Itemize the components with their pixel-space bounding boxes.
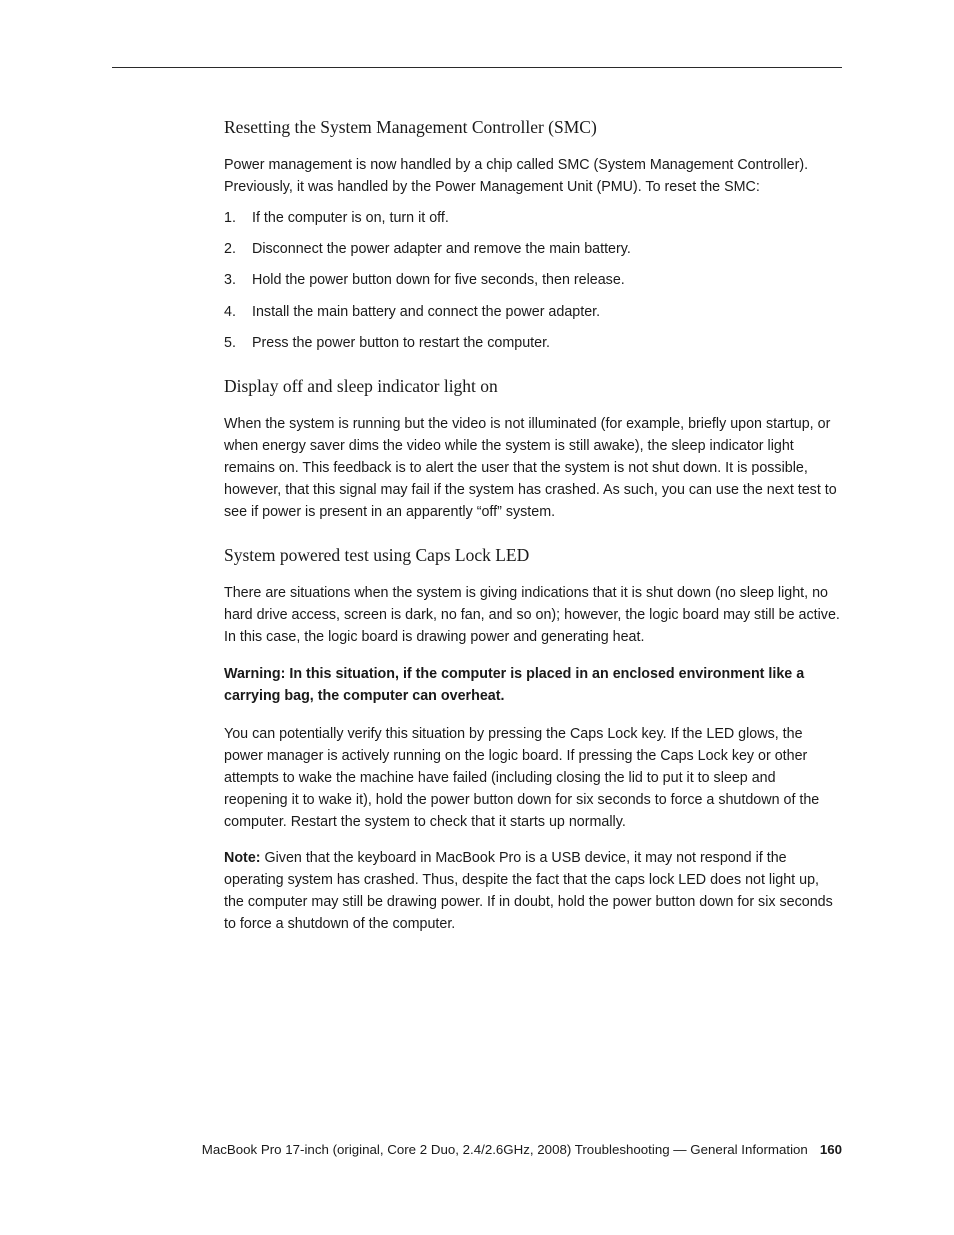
- footer-title: MacBook Pro 17-inch (original, Core 2 Duo, 2.4/2.6GHz, 2008) Troubleshooting — General Information: [201, 1142, 808, 1157]
- note-text: Given that the keyboard in MacBook Pro is a USB device, it may not respond if the operating system has crashed. Thus, despite the fact that the caps lock LED does not light up, the computer may still be drawing power. If in doubt, hold the power button down for six seconds to force a shutdown of the computer.: [224, 850, 833, 932]
- list-item: [224, 332, 842, 354]
- step-number: 3.: [224, 272, 236, 288]
- section-heading-caps-lock: System powered test using Caps Lock LED: [224, 545, 530, 565]
- step-number: 4.: [224, 304, 236, 320]
- section-heading-smc: Resetting the System Management Controller (SMC): [224, 117, 597, 137]
- list-item: [224, 207, 842, 229]
- step-text: If the computer is on, turn it off.: [252, 210, 449, 226]
- step-text: Hold the power button down for five seconds, then release.: [252, 272, 625, 288]
- section-heading-display-off: Display off and sleep indicator light on: [224, 376, 498, 396]
- list-item: [224, 238, 842, 260]
- page-number: 160: [819, 1142, 842, 1157]
- page-footer: [202, 1140, 842, 1160]
- smc-intro-paragraph: Power management is now handled by a chip called SMC (System Management Controller). Previously, it was handled by the Power Management Unit (PMU). To reset the SMC:: [224, 157, 809, 195]
- step-number: 2.: [224, 241, 236, 257]
- step-text: Press the power button to restart the computer.: [252, 335, 551, 351]
- warning-paragraph: Warning: In this situation, if the computer is placed in an enclosed environment like a carrying bag, the computer can overheat.: [224, 666, 805, 704]
- list-item: [224, 269, 842, 291]
- display-off-paragraph: When the system is running but the video is not illuminated (for example, briefly upon startup, or when energy saver dims the video while the system is still awake), the sleep indicator light remains on. This feedback is to alert the user that the system is not shut down. It is possible, however, that this signal may fail if the system has crashed. As such, you can use the next test to see if power is present in an apparently “off” system.: [224, 416, 837, 520]
- note-label: Note:: [224, 850, 261, 866]
- step-number: 1.: [224, 210, 236, 226]
- verify-paragraph: You can potentially verify this situation by pressing the Caps Lock key. If the LED glows, the power manager is actively running on the logic board. If pressing the Caps Lock key or other attempts to wake the machine have failed (including closing the lid to put it to sleep and reopening it to wake it), hold the power button down for six seconds to force a shutdown of the computer. Restart the system to check that it starts up normally.: [224, 726, 820, 830]
- step-text: Disconnect the power adapter and remove the main battery.: [252, 241, 631, 257]
- header-rule: [112, 67, 842, 68]
- step-number: 5.: [224, 335, 236, 351]
- step-text: Install the main battery and connect the power adapter.: [252, 304, 601, 320]
- list-item: [224, 301, 842, 323]
- caps-lock-paragraph: There are situations when the system is giving indications that it is shut down (no sleep light, no hard drive access, screen is dark, no fan, and so on); however, the logic board may still be active. In this case, the logic board is drawing power and generating heat.: [224, 585, 840, 645]
- note-paragraph: [224, 847, 842, 935]
